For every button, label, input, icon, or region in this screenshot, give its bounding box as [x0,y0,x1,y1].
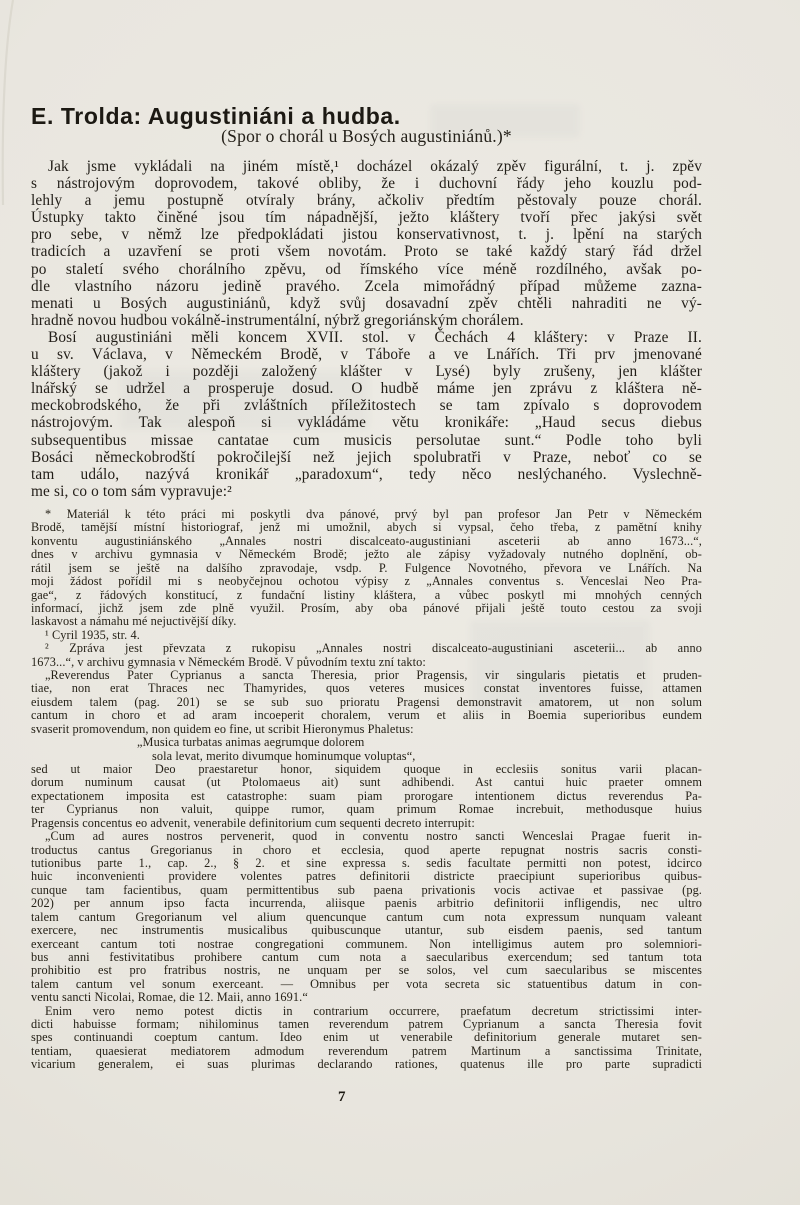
text-line: vicarium generalem, ei suas plurimas declarando rationes, quatenus ille pro parte supradicti [31,1057,702,1072]
text-line: sed ut maior Deo praestaretur honor, siquidem quoque in ecclesiis sonitus varii placan- [31,762,702,777]
text-line: informací, jichž jsem zde plně využil. Prosím, aby oba pánové přijali ještě touto cestou za svoji [31,600,702,615]
text-line: prohibitio est pro fratribus nostris, ne unquam per se solos, vel cum saecularibus se miscentes [31,963,702,978]
text-line: kláštery (jakož i později založený klášter v Lysé) byly zrušeny, jen klášter [31,363,702,381]
text-line: svaserit promovendum, non quidem eo fine, ut scribit Hieronymus Phaletus: [31,721,414,736]
text-line: po staletí svého chorálního zpěvu, od římského více méně rozdílného, avšak po- [31,260,702,278]
article-title: E. Trolda: Augustiniáni a hudba. [31,103,401,130]
text-line: 202) per annum ipso facta incurrenda, aliisque paenis arbitrio definitorii infligendis, nec ultro [31,896,702,911]
text-line: ² Zpráva jest převzata z rukopisu „Annales nostri discalceato-augustiniani asceterii... ab anno [45,641,702,656]
text-line: dnes v archivu gymnasia v Německém Brodě; ježto ale zápisy vyžadovaly nutného doplnění, ob- [31,547,702,562]
paragraph [31,629,702,642]
text-line: eiusdem talem (pag. 201) se se sub suo prioratu Pragensi demonstravit amatorem, ut non solum [31,694,702,709]
paragraph [31,329,702,500]
paragraph [31,736,702,763]
text-line: troductus cantus Gregorianus in choro et ecclesia, quod aperte repugnat nostris sacris consti- [31,842,702,857]
paragraph [31,508,702,629]
text-line: Bosí augustiniáni měli koncem XVII. stol. v Čechách 4 kláštery: v Praze II. [48,328,702,346]
text-line: cunque tam facientibus, quam permittentibus sub paena privationis vocis activae et passivae (pg. [31,882,702,897]
text-line: dorum numinum causat (ut Ptolomaeus ait) sunt adhibendi. Ast cantui huic praeter omnem [31,775,702,790]
text-line: bus anni festivitatibus prohibere cantum cum nota a saecularibus exercendum; sed tantum tota [31,949,702,964]
text-line: expectationem imposita est catastrophe: suam piam prorogare intentionem dictus reverendus Pa- [31,788,702,803]
text-line: Ústupky takto činěné jsou tím nápadnější, ježto kláštery tvoří přec jakýsi svět [31,209,702,227]
text-line: * Materiál k této práci mi poskytli dva pánové, prvý byl pan profesor Jan Petr v Německém [45,507,702,521]
text-line: ter Cyprianus non valuit, quippe rumor, quam primum Romae increbuit, methodusque huius [31,802,702,817]
text-line: Bosáci německobrodští pokročilejší než jejich spolubratři v Praze, neboť co se [31,448,702,466]
text-line: nástrojovým. Tak alespoň si vykládáme větu kronikáře: „Haud secus diebus [31,414,702,432]
text-line: me si, co o tom sám vypravuje:² [31,482,232,500]
text-line: tutionibus parte 1., cap. 2., § 2. et sine expressa s. sedis facultate permitti non potest, idcirco [31,855,702,870]
paragraph [31,830,702,1004]
text-line: cantum in choro et ad aram incoeperit choralem, verum et aliis in Boemia superioribus eundem [31,708,702,723]
text-line: talem cantum vel sonum exerceant. — Omnibus per vota secreta sic statuentibus datum in con- [31,976,702,991]
text-line: exercere, nec instrumentis musicalibus quibuscunque utantur, sub eisdem paenis, sed tantum [31,923,702,938]
text-line: gae“, z řádových konstitucí, z fundační listiny kláštera, a vůbec poskytl mi mnohých cenných [31,587,702,602]
text-line: 1673...“, v archivu gymnasia v Německém Brodě. V původním textu zní takto: [31,654,426,669]
article-subtitle: (Spor o chorál u Bosých augustiniánů.)* [221,126,512,146]
text-line: tiae, non erat Thraces nec Thamyrides, quos veteres musices constat inventores fuisse, attamen [31,681,702,696]
text-line: lnářský se udržel a prosperuje dosud. O hudbě máme jen zprávu z kláštera ně- [31,380,702,398]
text-line: tradicích a uzavření se proti všem novotám. Proto se také každý starý řád držel [31,243,702,261]
text-line: menati u Bosých augustiniánů, když svůj dosavadní zpěv chtěli nahraditi ne vý- [31,294,702,312]
text-line: „Musica turbatas animas aegrumque dolorem [137,735,365,750]
text-line: „Reverendus Pater Cyprianus a sancta Theresia, prior Pragensis, vir singularis pietatis et pruden- [45,668,702,683]
text-line: Brodě, tamější místní historiograf, jenž mi umožnil, abych si vypsal, čeho třeba, z pamětní knihy [31,520,702,535]
text-line: Jak jsme vykládali na jiném místě,¹ docházel okázalý zpěv figurální, t. j. zpěv [48,158,702,175]
text-line: huic inconvenienti providere volentes patres definitorii districte praecipiunt superioribus quibus- [31,869,702,884]
text-line: „Cum ad aures nostros pervenerit, quod in conventu nostro sancti Wenceslai Pragae fuerit in- [45,829,702,844]
text-line: pro sebe, v němž lze předpokládati jistou konservativnost, t. j. lpění na starých [31,226,702,244]
text-line: ventu sancti Nicolai, Romae, die 12. Maii, anno 1691.“ [31,990,308,1005]
text-line: meckobrodského, že při zvláštních příležitostech se tam zpívalo s doprovodem [31,397,702,415]
text-line: tam událo, nazývá kronikář „paradoxum“, tedy něco neslýchaného. Vyslechně- [31,465,702,483]
paragraph [31,669,702,736]
text-line: tentiam, quaesierat mediatorem admodum reverendum patrem Martinum a sanctissima Trinitate, [31,1043,702,1058]
text-line: s nástrojovým doprovodem, takové obliby, že i duchovní řády jeho kouzlu pod- [31,175,702,193]
text-line: lehly a jemu postupně otvíraly brány, ačkoliv předtím pěstovaly pouze chorál. [31,192,702,210]
paragraph [31,158,702,329]
paragraph [31,763,702,830]
text-line: dicti habuisse formam; nihilominus tamen reverendum patrem Cyprianum a sancta Theresia fovit [31,1017,702,1032]
text-line: talem cantum Gregorianum vel alium quencunque cantum cum nota expressum nunquam valeant [31,909,702,924]
text-line: sola levat, merito divumque hominumque voluptas“, [152,748,416,763]
text-line: konventu augustiniánského „Annales nostri discalceato-augustiniani asceterii ab anno 1673...“, [31,533,702,548]
text-line: subsequentibus missae cantatae cum musicis persolutae sunt.“ Podle toho byli [31,431,702,449]
text-line: moji žádost pořídil mi s neobyčejnou ochotou výpisy z „Annales conventus s. Venceslai Neo Pra- [31,574,702,589]
page-number: 7 [338,1089,346,1105]
footnotes [31,508,702,1072]
text-line: ¹ Cyril 1935, str. 4. [45,627,140,642]
text-line: dle vlastního názoru jedině pravého. Zcela mimořádný případ můžeme zazna- [31,277,702,295]
article-body [31,158,702,500]
text-line: laskavost a námahu mé nejuctivější díky. [31,614,237,629]
text-line: hradně novou hudbou vokálně-instrumentální, nýbrž gregoriánským chorálem. [31,311,524,329]
text-line: Pragensis concentus eo advenit, venerabile definitorium cum sequenti decreto interrupit: [31,815,475,830]
paragraph [31,642,702,669]
text-line: Enim vero nemo potest dictis in contrarium occurrere, praefatum decretum strictissimi inter- [45,1003,702,1018]
text-line: u sv. Václava, v Německém Brodě, v Táboře a ve Lnářích. Tři prv jmenované [31,346,702,364]
paragraph [31,1005,702,1072]
text-line: exerceant cantum toti nostrae congregationi communem. Non intelligimus autem pro solemniori- [31,936,702,951]
text-line: rátil jsem se ještě na dalšího zpravodaje, vsdp. P. Fulgence Novotného, převora ve Lnářích. Na [31,560,702,575]
text-line: spes continuandi coeptum cantum. Ideo enim ut venerabile definitorium generale mutaret sen- [31,1030,702,1045]
